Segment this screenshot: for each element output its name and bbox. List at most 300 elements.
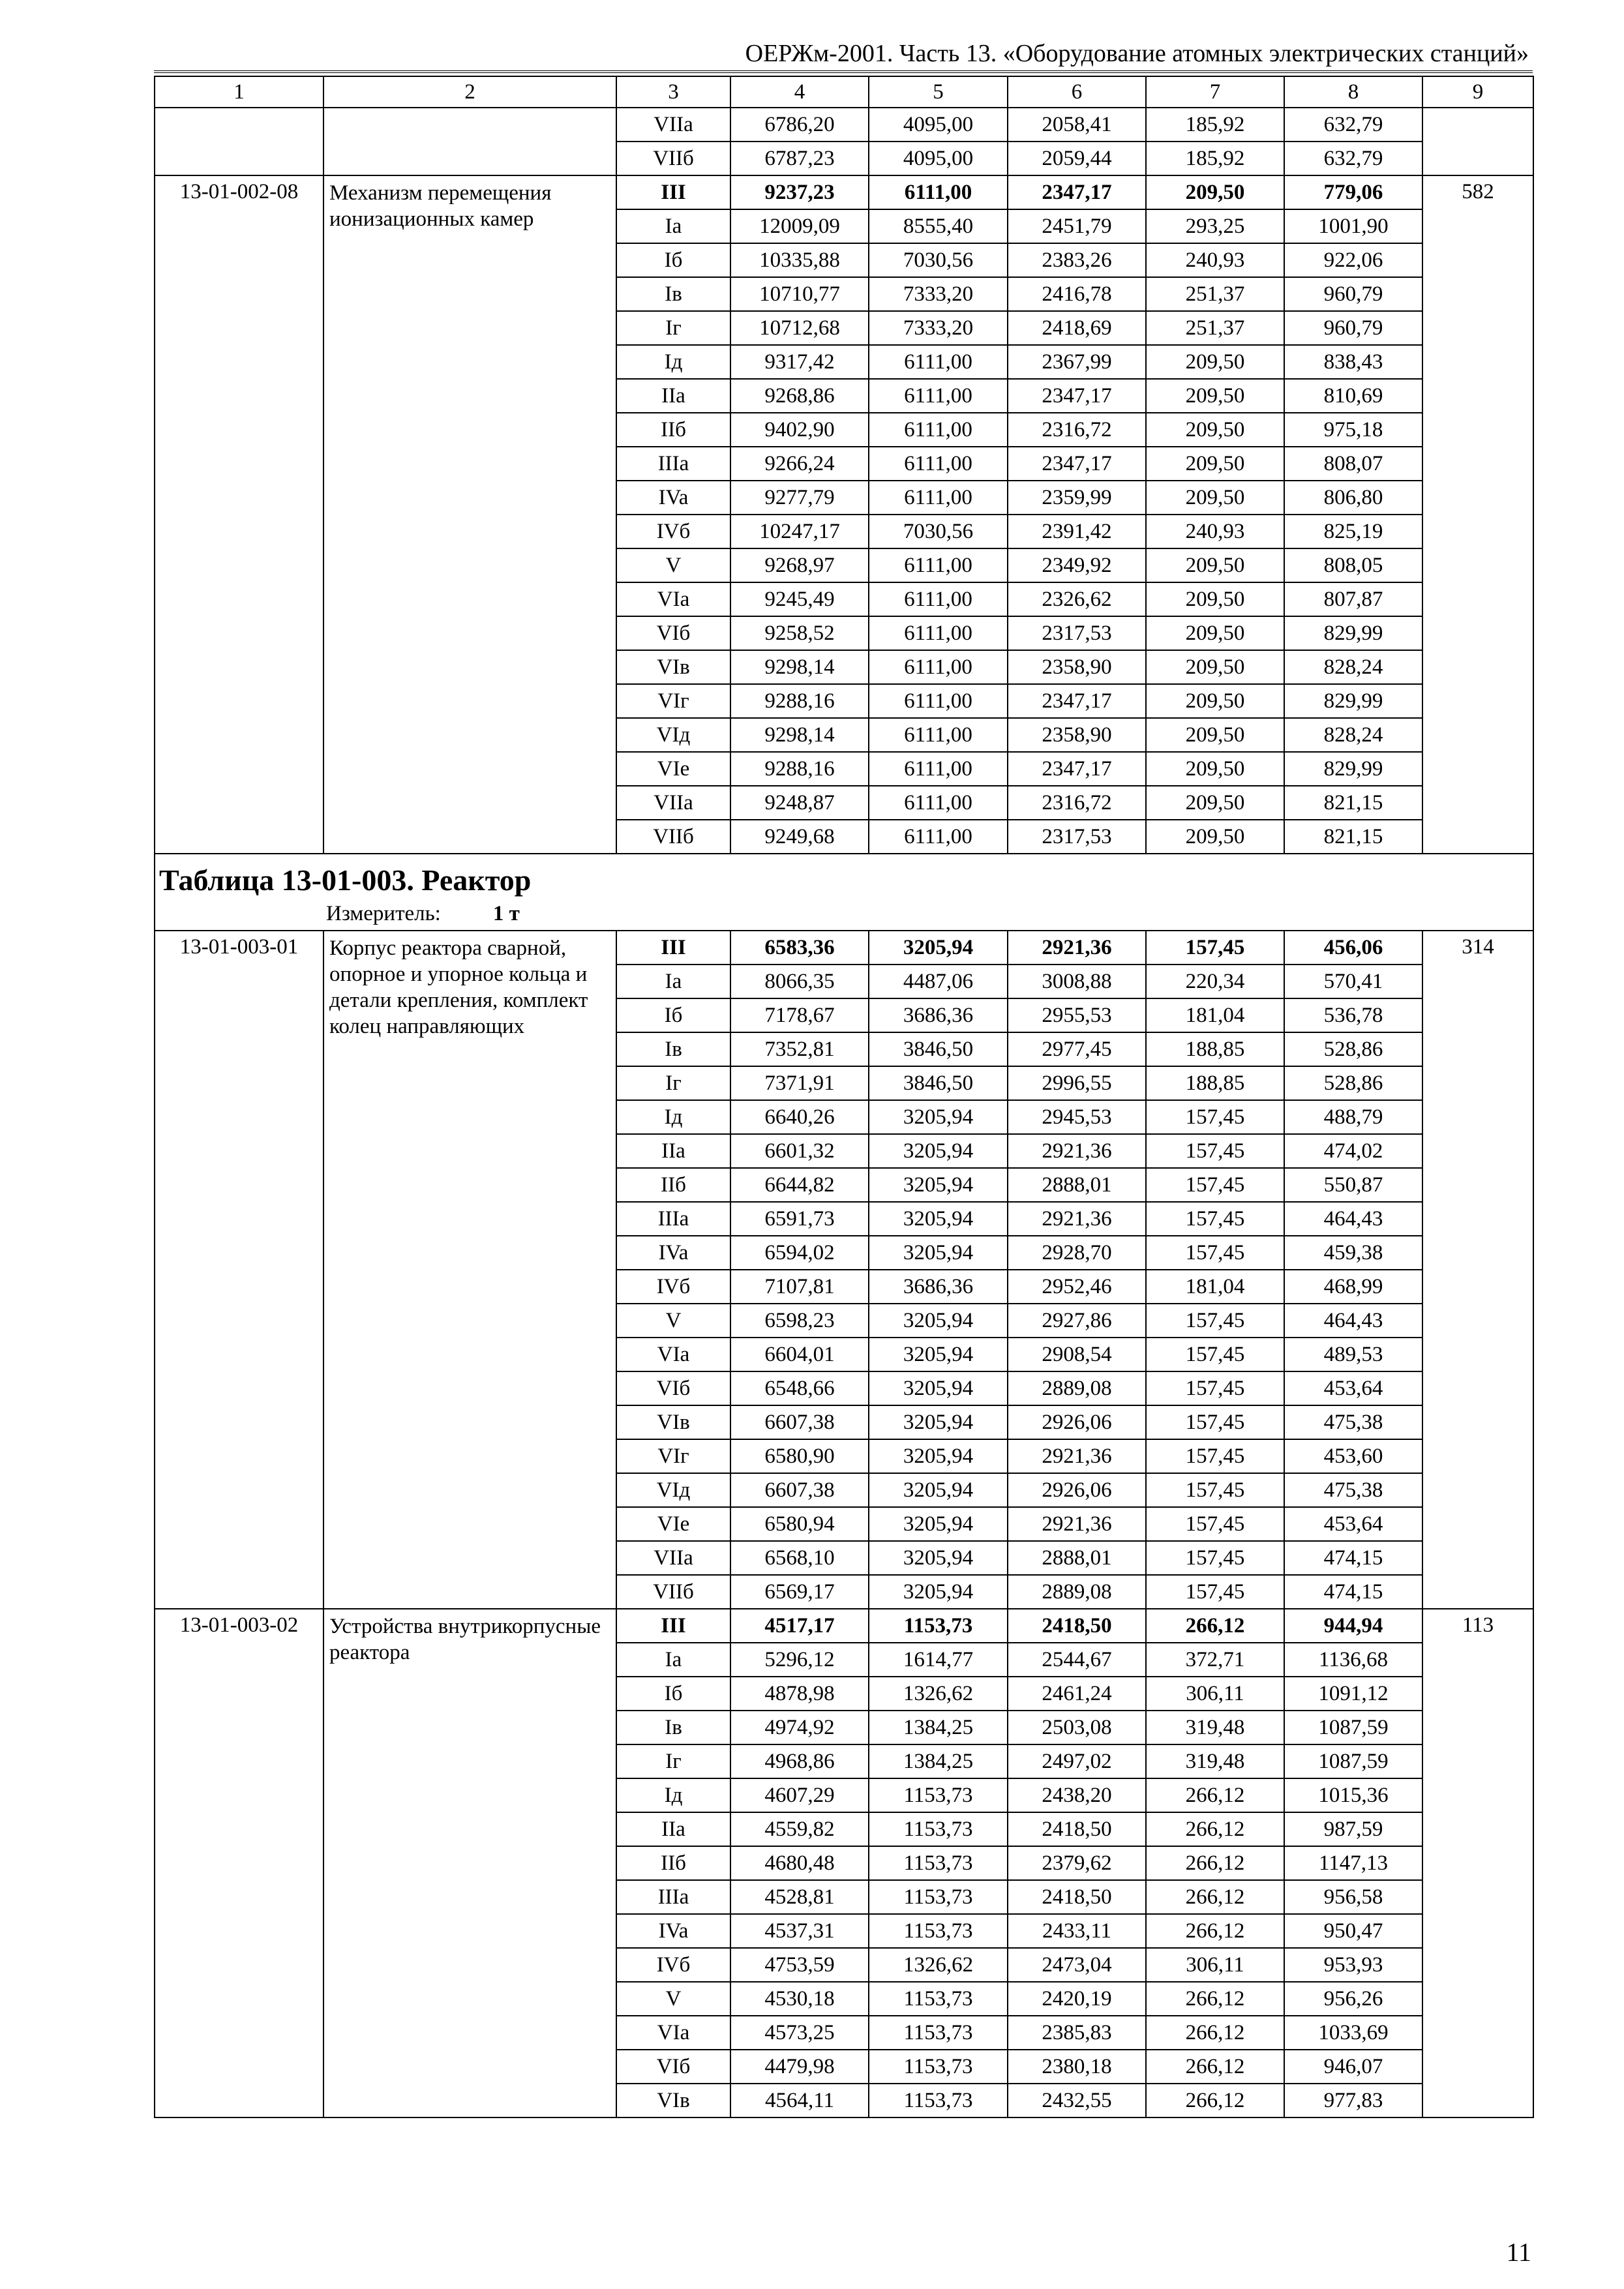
- cell-materials: 474,02: [1284, 1134, 1422, 1168]
- cell-materials: 808,07: [1284, 447, 1422, 481]
- cell-wage: 3205,94: [869, 1541, 1008, 1575]
- rate-code: [155, 108, 323, 175]
- cell-materials: 1001,90: [1284, 209, 1422, 243]
- cell-total: 9268,86: [730, 379, 869, 413]
- section-heading: [155, 854, 1533, 931]
- cell-materials: 550,87: [1284, 1168, 1422, 1202]
- cell-wage: 1153,73: [869, 1778, 1008, 1812]
- cell-machinist-wage: 157,45: [1146, 1541, 1284, 1575]
- cell-total: 7107,81: [730, 1270, 869, 1304]
- cell-wage: 4487,06: [869, 965, 1008, 998]
- cell-total: 6583,36: [730, 931, 869, 965]
- section-heading-row: [155, 854, 1533, 931]
- cell-machinist-wage: 181,04: [1146, 998, 1284, 1032]
- cell-machinist-wage: 157,45: [1146, 1134, 1284, 1168]
- cell-zone: VIг: [616, 1439, 730, 1473]
- cell-zone: IIб: [616, 413, 730, 447]
- cell-wage: 1384,25: [869, 1744, 1008, 1778]
- cell-zone: IIa: [616, 1134, 730, 1168]
- cell-wage: 6111,00: [869, 345, 1008, 379]
- cell-wage: 6111,00: [869, 684, 1008, 718]
- rate-name: Устройства внутрикорпусные реактора: [323, 1609, 616, 2117]
- cell-total: 10710,77: [730, 277, 869, 311]
- cell-wage: 3205,94: [869, 1202, 1008, 1236]
- cell-wage: 1326,62: [869, 1677, 1008, 1711]
- cell-zone: VIб: [616, 2050, 730, 2084]
- column-number-3: 3: [616, 76, 730, 108]
- cell-machinist-wage: 306,11: [1146, 1948, 1284, 1982]
- cell-machinist-wage: 319,48: [1146, 1744, 1284, 1778]
- cell-total: 9248,87: [730, 786, 869, 820]
- cell-machinist-wage: 157,45: [1146, 931, 1284, 965]
- cell-materials: 632,79: [1284, 108, 1422, 142]
- cell-machines: 2418,50: [1008, 1609, 1146, 1643]
- cell-machinist-wage: 266,12: [1146, 1846, 1284, 1880]
- cell-wage: 6111,00: [869, 582, 1008, 616]
- cell-materials: 829,99: [1284, 684, 1422, 718]
- cell-machinist-wage: 372,71: [1146, 1643, 1284, 1677]
- cell-materials: 838,43: [1284, 345, 1422, 379]
- cell-machines: 2921,36: [1008, 1439, 1146, 1473]
- cell-machines: 2432,55: [1008, 2084, 1146, 2117]
- cell-machinist-wage: 209,50: [1146, 616, 1284, 650]
- cell-zone: IVб: [616, 515, 730, 548]
- cell-materials: 810,69: [1284, 379, 1422, 413]
- cell-materials: 953,93: [1284, 1948, 1422, 1982]
- cell-total: 10247,17: [730, 515, 869, 548]
- cell-wage: 1153,73: [869, 2016, 1008, 2050]
- rate-code: 13-01-002-08: [155, 175, 323, 854]
- cell-wage: 3846,50: [869, 1066, 1008, 1100]
- cell-zone: IIa: [616, 1812, 730, 1846]
- cell-materials: 977,83: [1284, 2084, 1422, 2117]
- cell-materials: 632,79: [1284, 142, 1422, 175]
- cell-machinist-wage: 209,50: [1146, 175, 1284, 209]
- cell-materials: 808,05: [1284, 548, 1422, 582]
- cell-zone: VIIa: [616, 108, 730, 142]
- cell-zone: VIд: [616, 1473, 730, 1507]
- cell-wage: 1326,62: [869, 1948, 1008, 1982]
- cell-zone: Iд: [616, 345, 730, 379]
- cell-machines: 2451,79: [1008, 209, 1146, 243]
- cell-machines: 2347,17: [1008, 684, 1146, 718]
- cell-machinist-wage: 157,45: [1146, 1405, 1284, 1439]
- cell-zone: VIв: [616, 1405, 730, 1439]
- cell-zone: VIe: [616, 752, 730, 786]
- cell-wage: 3205,94: [869, 1575, 1008, 1609]
- cell-machines: 2418,69: [1008, 311, 1146, 345]
- cell-wage: 3205,94: [869, 1100, 1008, 1134]
- header-title: ОЕРЖм-2001. Часть 13. «Оборудование атомных электрических станций»: [745, 40, 1529, 67]
- cell-machines: 2889,08: [1008, 1371, 1146, 1405]
- cell-total: 6598,23: [730, 1304, 869, 1338]
- cell-zone: Ia: [616, 965, 730, 998]
- cell-materials: 922,06: [1284, 243, 1422, 277]
- cell-materials: 1087,59: [1284, 1711, 1422, 1744]
- cell-machinist-wage: 266,12: [1146, 1812, 1284, 1846]
- cell-machines: 2326,62: [1008, 582, 1146, 616]
- cell-total: 9317,42: [730, 345, 869, 379]
- cell-wage: 1153,73: [869, 1982, 1008, 2016]
- cell-materials: 1033,69: [1284, 2016, 1422, 2050]
- cell-total: 7371,91: [730, 1066, 869, 1100]
- cell-zone: VIIб: [616, 820, 730, 854]
- cell-total: 6604,01: [730, 1338, 869, 1371]
- cell-machinist-wage: 209,50: [1146, 548, 1284, 582]
- cell-machines: 2347,17: [1008, 175, 1146, 209]
- cell-machines: 2420,19: [1008, 1982, 1146, 2016]
- cell-machines: 2433,11: [1008, 1914, 1146, 1948]
- cell-materials: 829,99: [1284, 752, 1422, 786]
- cell-wage: 3205,94: [869, 1236, 1008, 1270]
- cell-total: 9402,90: [730, 413, 869, 447]
- cell-machinist-wage: 157,45: [1146, 1338, 1284, 1371]
- cell-materials: 488,79: [1284, 1100, 1422, 1134]
- cell-wage: 3205,94: [869, 1134, 1008, 1168]
- cell-zone: III: [616, 931, 730, 965]
- column-number-8: 8: [1284, 76, 1422, 108]
- cell-zone: VIe: [616, 1507, 730, 1541]
- cell-machinist-wage: 209,50: [1146, 345, 1284, 379]
- cell-machinist-wage: 181,04: [1146, 1270, 1284, 1304]
- cell-machines: 2059,44: [1008, 142, 1146, 175]
- cell-wage: 3686,36: [869, 998, 1008, 1032]
- cell-machines: 2473,04: [1008, 1948, 1146, 1982]
- cell-materials: 825,19: [1284, 515, 1422, 548]
- cell-total: 6594,02: [730, 1236, 869, 1270]
- cell-machinist-wage: 266,12: [1146, 1880, 1284, 1914]
- rate-price: 314: [1422, 931, 1533, 1609]
- cell-zone: Iб: [616, 243, 730, 277]
- cell-materials: 960,79: [1284, 311, 1422, 345]
- column-number-1: 1: [155, 76, 323, 108]
- cell-machines: 2418,50: [1008, 1812, 1146, 1846]
- rate-name: Механизм перемещения ионизационных камер: [323, 175, 616, 854]
- rate-code: 13-01-003-01: [155, 931, 323, 1609]
- cell-zone: Ia: [616, 1643, 730, 1677]
- column-number-7: 7: [1146, 76, 1284, 108]
- page-header: [154, 37, 1533, 73]
- cell-machines: 2358,90: [1008, 718, 1146, 752]
- cell-machinist-wage: 209,50: [1146, 481, 1284, 515]
- cell-machinist-wage: 240,93: [1146, 243, 1284, 277]
- cell-machines: 2544,67: [1008, 1643, 1146, 1677]
- cell-zone: VIIб: [616, 1575, 730, 1609]
- cell-zone: Iв: [616, 1711, 730, 1744]
- cell-machinist-wage: 209,50: [1146, 718, 1284, 752]
- cell-machinist-wage: 209,50: [1146, 379, 1284, 413]
- cell-zone: V: [616, 1304, 730, 1338]
- cell-materials: 464,43: [1284, 1202, 1422, 1236]
- cell-machines: 2416,78: [1008, 277, 1146, 311]
- cell-wage: 6111,00: [869, 379, 1008, 413]
- cell-zone: Iб: [616, 1677, 730, 1711]
- cell-materials: 946,07: [1284, 2050, 1422, 2084]
- cell-machinist-wage: 319,48: [1146, 1711, 1284, 1744]
- cell-materials: 821,15: [1284, 820, 1422, 854]
- cell-total: 10712,68: [730, 311, 869, 345]
- cell-zone: Iв: [616, 1032, 730, 1066]
- cell-total: 9249,68: [730, 820, 869, 854]
- cell-machines: 2908,54: [1008, 1338, 1146, 1371]
- column-number-6: 6: [1008, 76, 1146, 108]
- cell-total: 9288,16: [730, 752, 869, 786]
- column-number-9: 9: [1422, 76, 1533, 108]
- cell-machines: 2996,55: [1008, 1066, 1146, 1100]
- cell-machines: 2977,45: [1008, 1032, 1146, 1066]
- cell-total: 4573,25: [730, 2016, 869, 2050]
- cell-machines: 2358,90: [1008, 650, 1146, 684]
- cell-zone: VIг: [616, 684, 730, 718]
- cell-wage: 3846,50: [869, 1032, 1008, 1066]
- cell-wage: 6111,00: [869, 481, 1008, 515]
- cell-wage: 3205,94: [869, 931, 1008, 965]
- cell-wage: 1614,77: [869, 1643, 1008, 1677]
- cell-machinist-wage: 266,12: [1146, 2016, 1284, 2050]
- cell-machinist-wage: 293,25: [1146, 209, 1284, 243]
- cell-wage: 7333,20: [869, 311, 1008, 345]
- cell-machines: 2955,53: [1008, 998, 1146, 1032]
- cell-machines: 2921,36: [1008, 931, 1146, 965]
- cell-materials: 570,41: [1284, 965, 1422, 998]
- cell-zone: VIa: [616, 2016, 730, 2050]
- cell-wage: 3205,94: [869, 1473, 1008, 1507]
- rate-name: Корпус реактора сварной, опорное и упорное кольца и детали крепления, комплект колец направляющих: [323, 931, 616, 1609]
- cell-wage: 3686,36: [869, 1270, 1008, 1304]
- cell-materials: 456,06: [1284, 931, 1422, 965]
- cell-wage: 6111,00: [869, 447, 1008, 481]
- cell-total: 6786,20: [730, 108, 869, 142]
- cell-machinist-wage: 157,45: [1146, 1575, 1284, 1609]
- cell-wage: 6111,00: [869, 413, 1008, 447]
- cell-machines: 2921,36: [1008, 1507, 1146, 1541]
- cell-wage: 3205,94: [869, 1371, 1008, 1405]
- cell-materials: 828,24: [1284, 718, 1422, 752]
- cell-machinist-wage: 209,50: [1146, 752, 1284, 786]
- cell-total: 6640,26: [730, 1100, 869, 1134]
- cell-machines: 2927,86: [1008, 1304, 1146, 1338]
- cell-machinist-wage: 157,45: [1146, 1236, 1284, 1270]
- cell-zone: V: [616, 1982, 730, 2016]
- cell-materials: 987,59: [1284, 1812, 1422, 1846]
- cell-total: 9245,49: [730, 582, 869, 616]
- cell-zone: Iг: [616, 311, 730, 345]
- cell-total: 9298,14: [730, 718, 869, 752]
- cell-zone: Iв: [616, 277, 730, 311]
- cell-total: 4607,29: [730, 1778, 869, 1812]
- page-number: 11: [1506, 2237, 1531, 2267]
- cell-machinist-wage: 209,50: [1146, 650, 1284, 684]
- cell-total: 9277,79: [730, 481, 869, 515]
- cell-materials: 475,38: [1284, 1405, 1422, 1439]
- cell-wage: 1153,73: [869, 1914, 1008, 1948]
- cell-total: 4878,98: [730, 1677, 869, 1711]
- cell-machines: 2888,01: [1008, 1168, 1146, 1202]
- cell-materials: 956,26: [1284, 1982, 1422, 2016]
- cell-total: 9266,24: [730, 447, 869, 481]
- cell-total: 4517,17: [730, 1609, 869, 1643]
- cell-materials: 474,15: [1284, 1541, 1422, 1575]
- cell-total: 7352,81: [730, 1032, 869, 1066]
- cell-machinist-wage: 209,50: [1146, 786, 1284, 820]
- cell-machines: 2383,26: [1008, 243, 1146, 277]
- cell-materials: 475,38: [1284, 1473, 1422, 1507]
- cell-zone: Iг: [616, 1744, 730, 1778]
- cell-machinist-wage: 188,85: [1146, 1066, 1284, 1100]
- cell-machines: 2921,36: [1008, 1134, 1146, 1168]
- column-number-5: 5: [869, 76, 1008, 108]
- cell-machines: 2888,01: [1008, 1541, 1146, 1575]
- cell-machinist-wage: 209,50: [1146, 413, 1284, 447]
- cell-machinist-wage: 266,12: [1146, 2084, 1284, 2117]
- cell-machines: 2921,36: [1008, 1202, 1146, 1236]
- cell-materials: 821,15: [1284, 786, 1422, 820]
- cell-total: 5296,12: [730, 1643, 869, 1677]
- cell-wage: 1153,73: [869, 1609, 1008, 1643]
- cell-materials: 453,60: [1284, 1439, 1422, 1473]
- cell-total: 9237,23: [730, 175, 869, 209]
- cell-machinist-wage: 209,50: [1146, 684, 1284, 718]
- cell-machines: 2952,46: [1008, 1270, 1146, 1304]
- cell-wage: 7030,56: [869, 515, 1008, 548]
- cell-machinist-wage: 251,37: [1146, 277, 1284, 311]
- cell-zone: Iд: [616, 1100, 730, 1134]
- cell-materials: 474,15: [1284, 1575, 1422, 1609]
- cell-zone: IVб: [616, 1948, 730, 1982]
- cell-zone: VIб: [616, 616, 730, 650]
- unit-value: 1 т: [492, 902, 520, 925]
- cell-total: 9268,97: [730, 548, 869, 582]
- cell-zone: VIв: [616, 650, 730, 684]
- rate-code: 13-01-003-02: [155, 1609, 323, 2117]
- table-row: [155, 108, 1533, 142]
- cell-zone: Iг: [616, 1066, 730, 1100]
- cell-zone: IVa: [616, 481, 730, 515]
- cell-total: 4528,81: [730, 1880, 869, 1914]
- cell-wage: 7333,20: [869, 277, 1008, 311]
- cell-materials: 950,47: [1284, 1914, 1422, 1948]
- cell-machines: 2316,72: [1008, 786, 1146, 820]
- cell-wage: 6111,00: [869, 786, 1008, 820]
- cell-zone: III: [616, 1609, 730, 1643]
- cell-wage: 6111,00: [869, 175, 1008, 209]
- cell-total: 4564,11: [730, 2084, 869, 2117]
- cell-materials: 468,99: [1284, 1270, 1422, 1304]
- cell-machines: 2945,53: [1008, 1100, 1146, 1134]
- rate-price: 582: [1422, 175, 1533, 854]
- cell-machines: 3008,88: [1008, 965, 1146, 998]
- cell-total: 9288,16: [730, 684, 869, 718]
- cell-machinist-wage: 157,45: [1146, 1371, 1284, 1405]
- cell-wage: 6111,00: [869, 718, 1008, 752]
- cell-wage: 1153,73: [869, 2050, 1008, 2084]
- cell-total: 4680,48: [730, 1846, 869, 1880]
- cell-materials: 528,86: [1284, 1066, 1422, 1100]
- rate-price: [1422, 108, 1533, 175]
- cell-wage: 6111,00: [869, 650, 1008, 684]
- cell-machinist-wage: 209,50: [1146, 582, 1284, 616]
- cell-materials: 536,78: [1284, 998, 1422, 1032]
- cell-total: 8066,35: [730, 965, 869, 998]
- section-title: Таблица 13-01-003. Реактор: [159, 863, 532, 897]
- cell-wage: 1153,73: [869, 1846, 1008, 1880]
- cell-total: 4530,18: [730, 1982, 869, 2016]
- cell-machinist-wage: 157,45: [1146, 1168, 1284, 1202]
- cell-materials: 806,80: [1284, 481, 1422, 515]
- cell-machines: 2316,72: [1008, 413, 1146, 447]
- cell-machinist-wage: 266,12: [1146, 1982, 1284, 2016]
- cell-machines: 2379,62: [1008, 1846, 1146, 1880]
- cell-wage: 1153,73: [869, 1880, 1008, 1914]
- cell-materials: 829,99: [1284, 616, 1422, 650]
- cell-total: 7178,67: [730, 998, 869, 1032]
- cell-machines: 2380,18: [1008, 2050, 1146, 2084]
- cell-machines: 2926,06: [1008, 1405, 1146, 1439]
- cell-total: 4479,98: [730, 2050, 869, 2084]
- cell-machines: 2317,53: [1008, 820, 1146, 854]
- cell-total: 9298,14: [730, 650, 869, 684]
- cell-total: 6548,66: [730, 1371, 869, 1405]
- cell-zone: IIб: [616, 1168, 730, 1202]
- cell-total: 4974,92: [730, 1711, 869, 1744]
- cell-machinist-wage: 157,45: [1146, 1304, 1284, 1338]
- column-number-4: 4: [730, 76, 869, 108]
- cell-machines: 2317,53: [1008, 616, 1146, 650]
- unit-label: Измеритель:: [326, 902, 441, 925]
- cell-wage: 4095,00: [869, 108, 1008, 142]
- cell-materials: 960,79: [1284, 277, 1422, 311]
- cell-zone: IVб: [616, 1270, 730, 1304]
- cell-wage: 3205,94: [869, 1405, 1008, 1439]
- cell-machines: 2391,42: [1008, 515, 1146, 548]
- cell-zone: IIa: [616, 379, 730, 413]
- cell-materials: 779,06: [1284, 175, 1422, 209]
- cell-wage: 3205,94: [869, 1168, 1008, 1202]
- cell-wage: 6111,00: [869, 616, 1008, 650]
- cell-machines: 2349,92: [1008, 548, 1146, 582]
- cell-machinist-wage: 240,93: [1146, 515, 1284, 548]
- cell-zone: Ia: [616, 209, 730, 243]
- cell-materials: 1136,68: [1284, 1643, 1422, 1677]
- cell-materials: 956,58: [1284, 1880, 1422, 1914]
- column-number-2: 2: [323, 76, 616, 108]
- cell-zone: IIIa: [616, 1880, 730, 1914]
- cell-materials: 807,87: [1284, 582, 1422, 616]
- cell-materials: 1091,12: [1284, 1677, 1422, 1711]
- unit-of-measure: [159, 897, 1529, 930]
- cell-zone: VIa: [616, 1338, 730, 1371]
- cell-machines: 2926,06: [1008, 1473, 1146, 1507]
- cell-wage: 6111,00: [869, 752, 1008, 786]
- cell-machinist-wage: 157,45: [1146, 1439, 1284, 1473]
- cell-machinist-wage: 306,11: [1146, 1677, 1284, 1711]
- cell-wage: 4095,00: [869, 142, 1008, 175]
- cell-total: 4559,82: [730, 1812, 869, 1846]
- cell-machinist-wage: 266,12: [1146, 2050, 1284, 2084]
- cell-machines: 2347,17: [1008, 752, 1146, 786]
- cell-zone: Iб: [616, 998, 730, 1032]
- cell-wage: 8555,40: [869, 209, 1008, 243]
- cell-materials: 1015,36: [1284, 1778, 1422, 1812]
- cell-materials: 528,86: [1284, 1032, 1422, 1066]
- cell-machinist-wage: 251,37: [1146, 311, 1284, 345]
- cell-wage: 3205,94: [869, 1304, 1008, 1338]
- cell-machinist-wage: 185,92: [1146, 142, 1284, 175]
- cell-zone: VIa: [616, 582, 730, 616]
- cell-machines: 2347,17: [1008, 447, 1146, 481]
- cell-materials: 975,18: [1284, 413, 1422, 447]
- cell-materials: 453,64: [1284, 1371, 1422, 1405]
